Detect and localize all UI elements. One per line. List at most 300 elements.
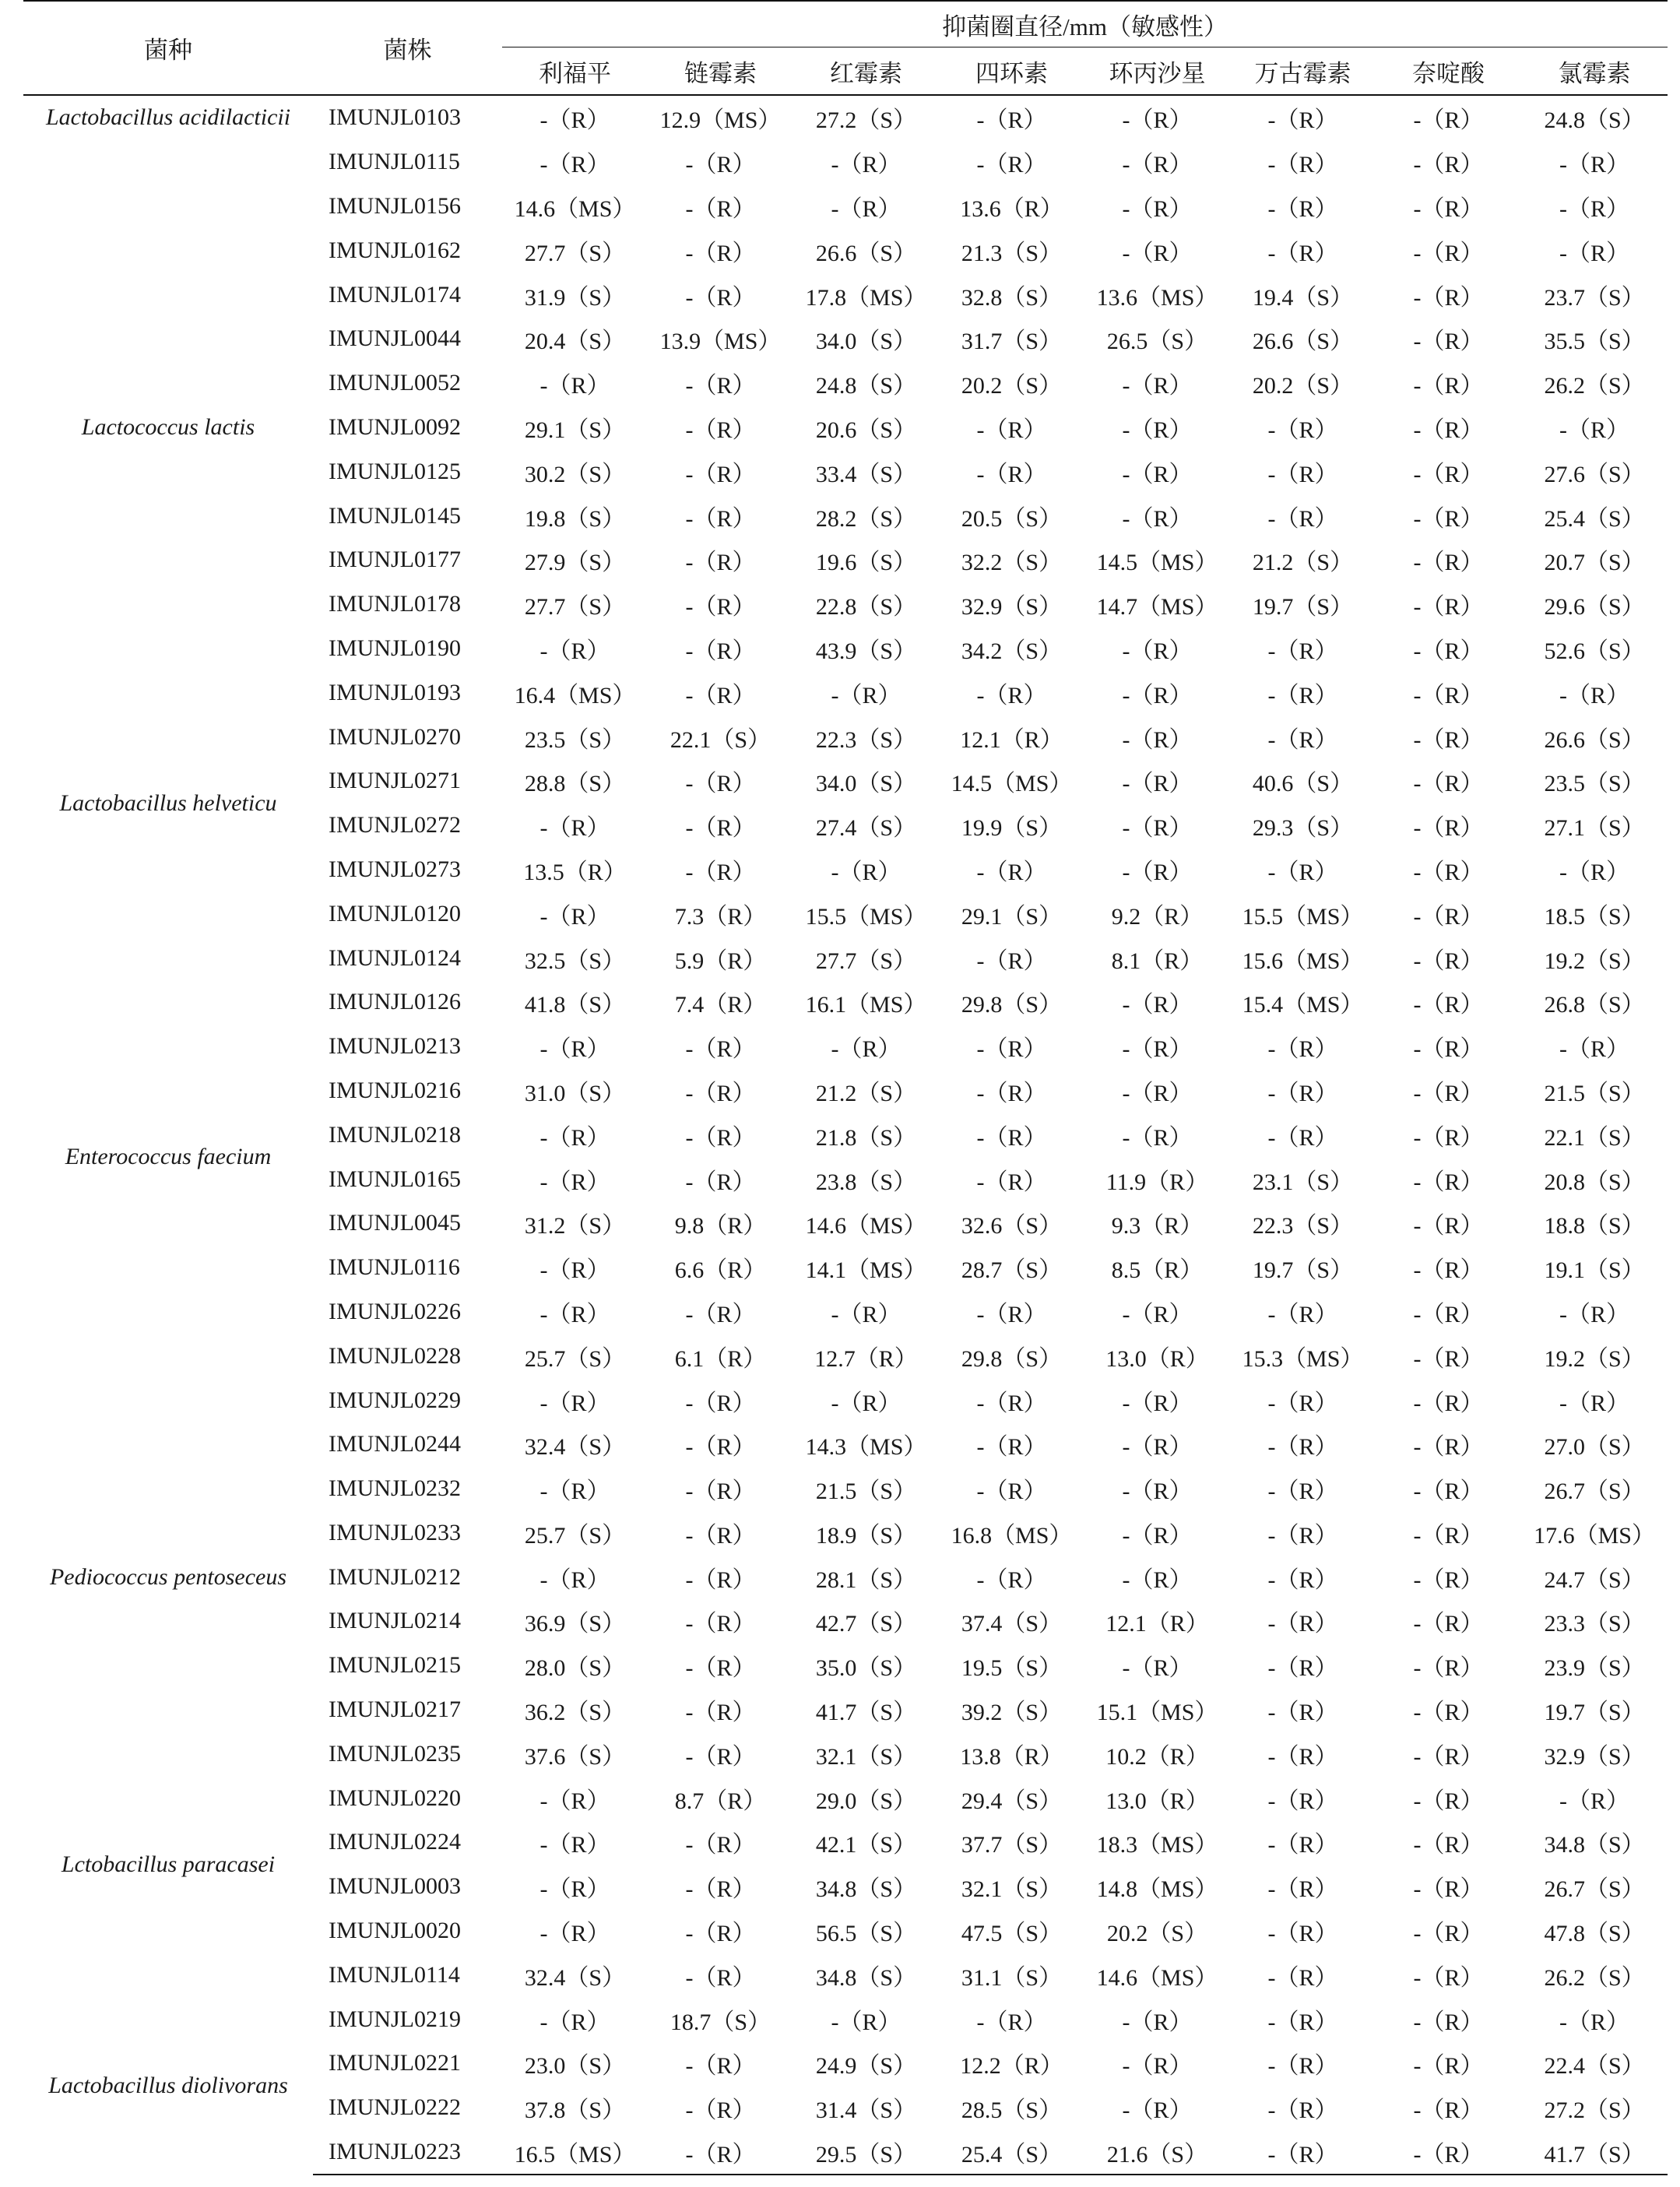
header-vancomycin: 万古霉素 bbox=[1230, 47, 1376, 96]
zone-value-cell: -（R） bbox=[831, 1036, 902, 1063]
zone-value-cell: 20.6（S） bbox=[815, 417, 917, 443]
zone-value-cell: 5.9（R） bbox=[674, 948, 767, 974]
strain-cell: IMUNJL0120 bbox=[329, 900, 461, 926]
zone-value-cell: 13.6（R） bbox=[960, 195, 1063, 222]
zone-value-cell: -（R） bbox=[1413, 771, 1484, 797]
zone-value-cell: 26.7（S） bbox=[1544, 1479, 1645, 1505]
strain-cell: IMUNJL0020 bbox=[329, 1918, 461, 1944]
zone-value-cell: -（R） bbox=[685, 240, 756, 266]
species-cell: Lactobacillus helveticu bbox=[59, 789, 277, 816]
zone-value-cell: -（R） bbox=[1413, 284, 1484, 311]
zone-value-cell: -（R） bbox=[1413, 1921, 1484, 1947]
zone-value-cell: -（R） bbox=[1413, 107, 1484, 134]
header-erythromycin: 红霉素 bbox=[793, 47, 939, 96]
zone-value-cell: 19.7（S） bbox=[1544, 1700, 1645, 1726]
strain-cell: IMUNJL0233 bbox=[329, 1519, 461, 1545]
zone-value-cell: -（R） bbox=[1413, 1434, 1484, 1461]
zone-value-cell: 27.0（S） bbox=[1544, 1434, 1645, 1461]
zone-value-cell: 24.8（S） bbox=[815, 373, 917, 399]
strain-cell: IMUNJL0052 bbox=[329, 370, 461, 396]
zone-value-cell: -（R） bbox=[685, 417, 756, 443]
zone-value-cell: 25.7（S） bbox=[524, 1345, 626, 1372]
zone-value-cell: -（R） bbox=[685, 1169, 756, 1195]
species-cell: Pediococcus pentoseceus bbox=[49, 1563, 287, 1590]
zone-value-cell: -（R） bbox=[685, 815, 756, 842]
zone-value-cell: 35.5（S） bbox=[1544, 329, 1645, 355]
zone-value-cell: -（R） bbox=[976, 1080, 1047, 1106]
zone-value-cell: 13.5（R） bbox=[523, 859, 627, 885]
zone-value-cell: -（R） bbox=[1413, 1788, 1484, 1814]
zone-value-cell: -（R） bbox=[539, 152, 610, 178]
zone-value-cell: 23.5（S） bbox=[524, 726, 626, 753]
zone-value-cell: -（R） bbox=[1413, 1522, 1484, 1549]
zone-value-cell: -（R） bbox=[1267, 107, 1338, 134]
zone-value-cell: -（R） bbox=[1122, 1080, 1193, 1106]
zone-value-cell: -（R） bbox=[1267, 1743, 1338, 1770]
zone-value-cell: 29.1（S） bbox=[961, 903, 1063, 930]
zone-value-cell: 19.6（S） bbox=[815, 550, 917, 576]
zone-value-cell: -（R） bbox=[539, 1788, 610, 1814]
zone-value-cell: 23.3（S） bbox=[1544, 1611, 1645, 1637]
zone-value-cell: 15.5（MS） bbox=[1242, 903, 1364, 930]
strain-cell: IMUNJL0178 bbox=[329, 591, 461, 617]
zone-value-cell: -（R） bbox=[1413, 1036, 1484, 1063]
zone-value-cell: -（R） bbox=[685, 1921, 756, 1947]
zone-value-cell: 21.2（S） bbox=[1252, 550, 1354, 576]
zone-value-cell: 31.4（S） bbox=[815, 2097, 917, 2124]
zone-value-cell: -（R） bbox=[539, 1876, 610, 1903]
strain-cell: IMUNJL0190 bbox=[329, 635, 461, 661]
zone-value-cell: -（R） bbox=[1413, 1832, 1484, 1858]
strain-cell: IMUNJL0103 bbox=[329, 104, 461, 131]
zone-value-cell: -（R） bbox=[539, 2009, 610, 2035]
zone-value-cell: 6.1（R） bbox=[674, 1345, 767, 1372]
zone-value-cell: 37.4（S） bbox=[961, 1611, 1063, 1637]
zone-value-cell: 28.5（S） bbox=[961, 2097, 1063, 2124]
zone-value-cell: 29.1（S） bbox=[524, 417, 626, 443]
zone-value-cell: -（R） bbox=[1413, 2097, 1484, 2124]
zone-value-cell: 22.3（S） bbox=[815, 726, 917, 753]
zone-value-cell: -（R） bbox=[648, 2130, 793, 2175]
zone-value-cell: -（R） bbox=[1559, 417, 1630, 443]
zone-value-cell: 13.0（R） bbox=[1105, 1345, 1209, 1372]
zone-value-cell: -（R） bbox=[685, 2097, 756, 2124]
zone-value-cell: 15.5（MS） bbox=[805, 903, 927, 930]
zone-value-cell: 26.8（S） bbox=[1544, 992, 1645, 1018]
zone-value-cell: 34.8（S） bbox=[1544, 1832, 1645, 1858]
zone-value-cell: -（R） bbox=[539, 815, 610, 842]
zone-value-cell: -（R） bbox=[1267, 505, 1338, 532]
zone-value-cell: 23.5（S） bbox=[1544, 771, 1645, 797]
zone-value-cell: -（R） bbox=[1413, 1655, 1484, 1682]
zone-value-cell: 27.7（S） bbox=[524, 594, 626, 621]
zone-value-cell: 16.5（MS） bbox=[502, 2130, 648, 2175]
strain-cell: IMUNJL0272 bbox=[329, 812, 461, 839]
zone-value-cell: 23.0（S） bbox=[524, 2053, 626, 2080]
table-row bbox=[23, 1732, 1668, 1776]
strain-cell: IMUNJL0229 bbox=[329, 1387, 461, 1413]
zone-value-cell: 15.4（MS） bbox=[1242, 992, 1364, 1018]
strain-cell: IMUNJL0217 bbox=[329, 1697, 461, 1723]
zone-value-cell: -（R） bbox=[1267, 1036, 1338, 1063]
zone-value-cell: -（R） bbox=[1413, 815, 1484, 842]
zone-value-cell: -（R） bbox=[685, 1479, 756, 1505]
strain-cell: IMUNJL0126 bbox=[329, 989, 461, 1015]
zone-value-cell: -（R） bbox=[1413, 1566, 1484, 1593]
zone-value-cell: -（R） bbox=[1122, 2009, 1193, 2035]
zone-value-cell: -（R） bbox=[1267, 152, 1338, 178]
zone-value-cell: -（R） bbox=[685, 1655, 756, 1682]
zone-value-cell: 12.9（MS） bbox=[659, 107, 782, 134]
zone-value-cell: -（R） bbox=[1267, 859, 1338, 885]
zone-value-cell: 52.6（S） bbox=[1544, 638, 1645, 664]
zone-value-cell: -（R） bbox=[1122, 1655, 1193, 1682]
zone-value-cell: -（R） bbox=[685, 682, 756, 708]
zone-value-cell: -（R） bbox=[1122, 107, 1193, 134]
zone-value-cell: -（R） bbox=[1122, 1522, 1193, 1549]
strain-cell: IMUNJL0244 bbox=[329, 1431, 461, 1457]
zone-value-cell: -（R） bbox=[1122, 2097, 1193, 2124]
zone-value-cell: 27.7（S） bbox=[524, 240, 626, 266]
zone-value-cell: 29.3（S） bbox=[1252, 815, 1354, 842]
zone-value-cell: -（R） bbox=[1122, 505, 1193, 532]
zone-value-cell: -（R） bbox=[1267, 1921, 1338, 1947]
zone-value-cell: -（R） bbox=[685, 152, 756, 178]
strain-cell: IMUNJL0156 bbox=[329, 192, 461, 219]
zone-value-cell: -（R） bbox=[685, 1611, 756, 1637]
zone-value-cell: 32.9（S） bbox=[1544, 1743, 1645, 1770]
zone-value-cell: 36.9（S） bbox=[524, 1611, 626, 1637]
zone-value-cell: 20.8（S） bbox=[1544, 1169, 1645, 1195]
zone-value-cell: 26.5（S） bbox=[1106, 329, 1208, 355]
header-streptomycin: 链霉素 bbox=[648, 47, 793, 96]
zone-value-cell: -（R） bbox=[1413, 992, 1484, 1018]
zone-value-cell: 27.4（S） bbox=[815, 815, 917, 842]
zone-value-cell: -（R） bbox=[1413, 1964, 1484, 1991]
zone-value-cell: -（R） bbox=[1122, 461, 1193, 487]
zone-value-cell: 15.3（MS） bbox=[1242, 1345, 1364, 1372]
zone-value-cell: -（R） bbox=[685, 373, 756, 399]
zone-value-cell: -（R） bbox=[1413, 2053, 1484, 2080]
zone-value-cell: -（R） bbox=[539, 1169, 610, 1195]
zone-value-cell: 19.2（S） bbox=[1544, 1345, 1645, 1372]
zone-value-cell: 23.8（S） bbox=[815, 1169, 917, 1195]
zone-value-cell: -（R） bbox=[1122, 1479, 1193, 1505]
zone-value-cell: 20.2（S） bbox=[1252, 373, 1354, 399]
zone-value-cell: -（R） bbox=[1267, 2097, 1338, 2124]
zone-value-cell: -（R） bbox=[685, 771, 756, 797]
zone-value-cell: -（R） bbox=[1267, 1655, 1338, 1682]
zone-value-cell: -（R） bbox=[1122, 682, 1193, 708]
zone-value-cell: 32.5（S） bbox=[524, 948, 626, 974]
zone-value-cell: -（R） bbox=[539, 1257, 610, 1284]
zone-value-cell: -（R） bbox=[539, 1479, 610, 1505]
zone-value-cell: 32.6（S） bbox=[961, 1213, 1063, 1239]
zone-value-cell: 25.7（S） bbox=[524, 1522, 626, 1549]
strain-cell: IMUNJL0214 bbox=[329, 1608, 461, 1634]
zone-value-cell: -（R） bbox=[685, 1434, 756, 1461]
zone-value-cell: -（R） bbox=[976, 107, 1047, 134]
zone-value-cell: -（R） bbox=[976, 1479, 1047, 1505]
zone-value-cell: 22.1（S） bbox=[1544, 1124, 1645, 1151]
strain-cell: IMUNJL0174 bbox=[329, 281, 461, 308]
zone-value-cell: -（R） bbox=[685, 1124, 756, 1151]
zone-value-cell: 31.1（S） bbox=[961, 1964, 1063, 1991]
zone-value-cell: -（R） bbox=[831, 152, 902, 178]
zone-value-cell: -（R） bbox=[1122, 417, 1193, 443]
zone-value-cell: 24.9（S） bbox=[815, 2053, 917, 2080]
zone-value-cell: -（R） bbox=[1413, 1743, 1484, 1770]
zone-value-cell: 29.5（S） bbox=[793, 2130, 939, 2175]
zone-value-cell: 32.8（S） bbox=[961, 284, 1063, 311]
zone-value-cell: 20.5（S） bbox=[961, 505, 1063, 532]
zone-value-cell: -（R） bbox=[976, 152, 1047, 178]
strain-cell: IMUNJL0221 bbox=[329, 2050, 461, 2076]
zone-value-cell: 34.2（S） bbox=[961, 638, 1063, 664]
zone-value-cell: 40.6（S） bbox=[1252, 771, 1354, 797]
zone-value-cell: -（R） bbox=[1413, 1301, 1484, 1327]
zone-value-cell: 26.2（S） bbox=[1544, 1964, 1645, 1991]
table-body bbox=[23, 95, 1668, 2175]
zone-value-cell: -（R） bbox=[1559, 682, 1630, 708]
strain-cell: IMUNJL0045 bbox=[329, 1210, 461, 1236]
zone-value-cell: 34.0（S） bbox=[815, 771, 917, 797]
zone-value-cell: 18.3（MS） bbox=[1096, 1832, 1218, 1858]
zone-value-cell: 11.9（R） bbox=[1105, 1169, 1209, 1195]
zone-value-cell: 41.8（S） bbox=[524, 992, 626, 1018]
zone-value-cell: -（R） bbox=[1267, 1964, 1338, 1991]
zone-value-cell: 34.8（S） bbox=[815, 1876, 917, 1903]
strain-cell: IMUNJL0124 bbox=[329, 944, 461, 971]
zone-value-cell: -（R） bbox=[1122, 726, 1193, 753]
strain-cell: IMUNJL0224 bbox=[329, 1829, 461, 1855]
zone-value-cell: 18.5（S） bbox=[1544, 903, 1645, 930]
zone-value-cell: -（R） bbox=[1267, 240, 1338, 266]
zone-value-cell: -（R） bbox=[1413, 2009, 1484, 2035]
zone-value-cell: -（R） bbox=[1267, 682, 1338, 708]
strain-cell: IMUNJL0213 bbox=[329, 1033, 461, 1060]
zone-value-cell: 12.7（R） bbox=[814, 1345, 918, 1372]
zone-value-cell: -（R） bbox=[976, 1434, 1047, 1461]
zone-value-cell: -（R） bbox=[685, 1876, 756, 1903]
zone-value-cell: -（R） bbox=[1413, 1479, 1484, 1505]
zone-value-cell: 36.2（S） bbox=[524, 1700, 626, 1726]
zone-value-cell: 31.7（S） bbox=[961, 329, 1063, 355]
zone-value-cell: -（R） bbox=[1267, 1390, 1338, 1416]
zone-value-cell: 21.6（S） bbox=[1084, 2130, 1230, 2175]
strain-cell: IMUNJL0219 bbox=[329, 2006, 461, 2032]
zone-value-cell: -（R） bbox=[685, 1301, 756, 1327]
zone-value-cell: 9.2（R） bbox=[1111, 903, 1204, 930]
zone-value-cell: 14.8（MS） bbox=[1096, 1876, 1218, 1903]
zone-value-cell: -（R） bbox=[1267, 1788, 1338, 1814]
zone-value-cell: 16.1（MS） bbox=[805, 992, 927, 1018]
zone-value-cell: 14.3（MS） bbox=[805, 1434, 927, 1461]
zone-value-cell: 18.9（S） bbox=[815, 1522, 917, 1549]
zone-value-cell: -（R） bbox=[1267, 2053, 1338, 2080]
zone-value-cell: 32.2（S） bbox=[961, 550, 1063, 576]
strain-cell: IMUNJL0145 bbox=[329, 502, 461, 529]
strain-cell: IMUNJL0226 bbox=[329, 1298, 461, 1324]
species-cell: Lactococcus lactis bbox=[81, 413, 255, 440]
zone-value-cell: 31.9（S） bbox=[524, 284, 626, 311]
zone-value-cell: -（R） bbox=[685, 1964, 756, 1991]
zone-value-cell: -（R） bbox=[976, 948, 1047, 974]
zone-value-cell: 27.7（S） bbox=[815, 948, 917, 974]
zone-value-cell: 19.7（S） bbox=[1252, 594, 1354, 621]
zone-value-cell: 30.2（S） bbox=[524, 461, 626, 487]
zone-value-cell: 12.1（R） bbox=[1105, 1611, 1209, 1637]
zone-value-cell: -（R） bbox=[976, 1566, 1047, 1593]
zone-value-cell: -（R） bbox=[1267, 195, 1338, 222]
zone-value-cell: -（R） bbox=[1267, 2009, 1338, 2035]
zone-value-cell: -（R） bbox=[1413, 1169, 1484, 1195]
strain-cell: IMUNJL0270 bbox=[329, 723, 461, 750]
zone-value-cell: -（R） bbox=[976, 1036, 1047, 1063]
zone-value-cell: 37.6（S） bbox=[524, 1743, 626, 1770]
zone-value-cell: 19.7（S） bbox=[1252, 1257, 1354, 1284]
zone-value-cell: -（R） bbox=[1413, 1080, 1484, 1106]
zone-value-cell: -（R） bbox=[685, 1832, 756, 1858]
zone-value-cell: -（R） bbox=[1122, 638, 1193, 664]
zone-value-cell: 16.4（MS） bbox=[514, 682, 636, 708]
zone-value-cell: -（R） bbox=[1122, 1390, 1193, 1416]
zone-value-cell: -（R） bbox=[539, 1124, 610, 1151]
zone-value-cell: -（R） bbox=[1122, 195, 1193, 222]
header-nalidixic-acid: 奈啶酸 bbox=[1376, 47, 1521, 96]
zone-value-cell: -（R） bbox=[1559, 1036, 1630, 1063]
zone-value-cell: -（R） bbox=[976, 417, 1047, 443]
zone-value-cell: -（R） bbox=[1413, 903, 1484, 930]
zone-value-cell: 14.6（MS） bbox=[1096, 1964, 1218, 1991]
zone-value-cell: -（R） bbox=[685, 859, 756, 885]
zone-value-cell: -（R） bbox=[831, 682, 902, 708]
zone-value-cell: 13.6（MS） bbox=[1096, 284, 1218, 311]
table-row bbox=[23, 140, 1668, 185]
zone-value-cell: 10.2（R） bbox=[1105, 1743, 1209, 1770]
zone-value-cell: 15.1（MS） bbox=[1096, 1700, 1218, 1726]
zone-value-cell: 18.7（S） bbox=[670, 2009, 771, 2035]
zone-value-cell: 27.6（S） bbox=[1544, 461, 1645, 487]
zone-value-cell: -（R） bbox=[539, 1390, 610, 1416]
zone-value-cell: 42.1（S） bbox=[815, 1832, 917, 1858]
zone-value-cell: 29.6（S） bbox=[1544, 594, 1645, 621]
zone-value-cell: 19.1（S） bbox=[1544, 1257, 1645, 1284]
zone-value-cell: -（R） bbox=[1413, 152, 1484, 178]
table-row bbox=[23, 715, 1668, 759]
zone-value-cell: -（R） bbox=[1122, 1124, 1193, 1151]
zone-value-cell: 13.8（R） bbox=[960, 1743, 1063, 1770]
zone-value-cell: -（R） bbox=[1413, 1124, 1484, 1151]
table-row bbox=[23, 1422, 1668, 1467]
zone-value-cell: -（R） bbox=[1230, 2130, 1376, 2175]
zone-value-cell: 19.4（S） bbox=[1252, 284, 1354, 311]
zone-value-cell: 17.8（MS） bbox=[805, 284, 927, 311]
zone-value-cell: -（R） bbox=[1267, 1700, 1338, 1726]
zone-value-cell: 26.6（S） bbox=[815, 240, 917, 266]
zone-value-cell: -（R） bbox=[1267, 417, 1338, 443]
zone-value-cell: 15.6（MS） bbox=[1242, 948, 1364, 974]
zone-value-cell: 25.4（S） bbox=[1544, 505, 1645, 532]
zone-value-cell: 43.9（S） bbox=[815, 638, 917, 664]
zone-value-cell: 24.7（S） bbox=[1544, 1566, 1645, 1593]
zone-value-cell: -（R） bbox=[1122, 859, 1193, 885]
antibiotic-susceptibility-table-page bbox=[23, 0, 1668, 2175]
zone-value-cell: -（R） bbox=[539, 1832, 610, 1858]
header-strain: 菌株 bbox=[313, 1, 502, 95]
zone-value-cell: 23.9（S） bbox=[1544, 1655, 1645, 1682]
zone-value-cell: 28.7（S） bbox=[961, 1257, 1063, 1284]
zone-value-cell: -（R） bbox=[1267, 1434, 1338, 1461]
zone-value-cell: -（R） bbox=[539, 638, 610, 664]
zone-value-cell: -（R） bbox=[685, 1743, 756, 1770]
zone-value-cell: 9.8（R） bbox=[674, 1213, 767, 1239]
zone-value-cell: 14.1（MS） bbox=[805, 1257, 927, 1284]
zone-value-cell: -（R） bbox=[1122, 152, 1193, 178]
zone-value-cell: -（R） bbox=[831, 1301, 902, 1327]
zone-value-cell: 56.5（S） bbox=[815, 1921, 917, 1947]
zone-value-cell: -（R） bbox=[1413, 1876, 1484, 1903]
zone-value-cell: -（R） bbox=[685, 2053, 756, 2080]
zone-value-cell: -（R） bbox=[1559, 152, 1630, 178]
zone-value-cell: 6.6（R） bbox=[674, 1257, 767, 1284]
zone-value-cell: 24.8（S） bbox=[1544, 107, 1645, 134]
zone-value-cell: 16.8（MS） bbox=[951, 1522, 1073, 1549]
zone-value-cell: 19.8（S） bbox=[524, 505, 626, 532]
zone-value-cell: -（R） bbox=[539, 373, 610, 399]
zone-value-cell: 32.1（S） bbox=[815, 1743, 917, 1770]
strain-cell: IMUNJL0044 bbox=[329, 325, 461, 352]
zone-value-cell: -（R） bbox=[1413, 240, 1484, 266]
zone-value-cell: -（R） bbox=[1122, 1566, 1193, 1593]
zone-value-cell: -（R） bbox=[976, 461, 1047, 487]
zone-value-cell: -（R） bbox=[539, 107, 610, 134]
zone-value-cell: -（R） bbox=[1267, 1080, 1338, 1106]
zone-value-cell: 18.8（S） bbox=[1544, 1213, 1645, 1239]
antibiotic-susceptibility-table bbox=[23, 0, 1668, 2175]
strain-cell: IMUNJL0218 bbox=[329, 1121, 461, 1148]
strain-cell: IMUNJL0003 bbox=[329, 1873, 461, 1900]
zone-value-cell: 27.1（S） bbox=[1544, 815, 1645, 842]
zone-value-cell: 23.7（S） bbox=[1544, 284, 1645, 311]
zone-value-cell: -（R） bbox=[1559, 1788, 1630, 1814]
zone-value-cell: -（R） bbox=[1559, 1390, 1630, 1416]
zone-value-cell: 27.2（S） bbox=[815, 107, 917, 134]
zone-value-cell: 29.8（S） bbox=[961, 992, 1063, 1018]
zone-value-cell: -（R） bbox=[1413, 948, 1484, 974]
zone-value-cell: -（R） bbox=[1413, 682, 1484, 708]
zone-value-cell: 28.2（S） bbox=[815, 505, 917, 532]
zone-value-cell: 22.3（S） bbox=[1252, 1213, 1354, 1239]
zone-value-cell: 32.4（S） bbox=[524, 1964, 626, 1991]
zone-value-cell: -（R） bbox=[976, 1124, 1047, 1151]
zone-value-cell: -（R） bbox=[1559, 2009, 1630, 2035]
zone-value-cell: 32.1（S） bbox=[961, 1876, 1063, 1903]
species-cell: Enterococcus faecium bbox=[65, 1144, 272, 1170]
strain-cell: IMUNJL0212 bbox=[329, 1563, 461, 1590]
zone-value-cell: 35.0（S） bbox=[815, 1655, 917, 1682]
zone-value-cell: -（R） bbox=[685, 550, 756, 576]
zone-value-cell: -（R） bbox=[1267, 1611, 1338, 1637]
zone-value-cell: -（R） bbox=[685, 1700, 756, 1726]
header-tetracycline: 四环素 bbox=[939, 47, 1084, 96]
zone-value-cell: -（R） bbox=[539, 1566, 610, 1593]
zone-value-cell: -（R） bbox=[1122, 240, 1193, 266]
zone-value-cell: -（R） bbox=[1413, 859, 1484, 885]
zone-value-cell: -（R） bbox=[685, 638, 756, 664]
zone-value-cell: 21.5（S） bbox=[1544, 1080, 1645, 1106]
zone-value-cell: -（R） bbox=[1413, 195, 1484, 222]
